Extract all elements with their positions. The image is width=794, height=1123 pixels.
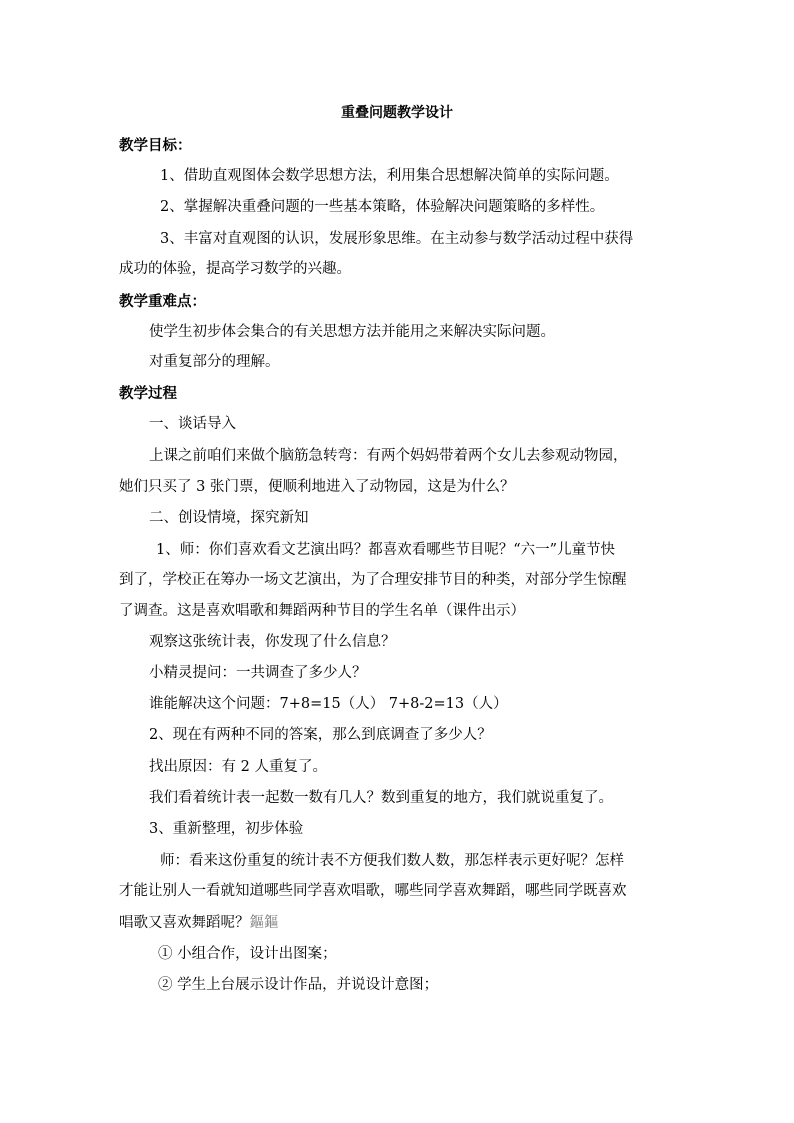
process-line-19: ② 学生上台展示设计作品，并说设计意图； — [158, 977, 439, 993]
objectives-heading: 教学目标： — [119, 137, 192, 154]
process-line-12: 找出原因：有 2 人重复了。 — [149, 759, 327, 775]
process-line-8: 观察这张统计表，你发现了什么信息？ — [149, 634, 396, 650]
process-line-18: ① 小组合作，设计出图案； — [158, 946, 337, 962]
key-point-item-2: 对重复部分的理解。 — [149, 354, 280, 370]
process-line-15: 师：看来这份重复的统计表不方便我们数人数，那怎样表示更好呢？怎样 — [160, 853, 624, 869]
process-line-17 — [119, 913, 279, 933]
process-line-13: 我们看着统计表一起数一数有几人？数到重复的地方，我们就说重复了。 — [149, 790, 613, 806]
process-line-6: 到了，学校正在筹办一场文艺演出，为了合理安排节目的种类，对部分学生惊醒 — [119, 572, 627, 588]
trailing-mark: 鏂鏂 — [249, 915, 279, 931]
process-line-10: 谁能解决这个问题：7+8=15（人） 7+8-2=13（人） — [149, 696, 508, 712]
objective-item-2: 2、掌握解决重叠问题的一些基本策略，体验解决问题策略的多样性。 — [160, 199, 605, 215]
process-line-5: 1、师：你们喜欢看文艺演出吗？都喜欢看哪些节目呢？“六一”儿童节快 — [156, 542, 616, 558]
process-line-9: 小精灵提问：一共调查了多少人？ — [149, 665, 367, 681]
objective-item-3: 3、丰富对直观图的认识，发展形象思维。在主动参与数学活动过程中获得 — [160, 231, 634, 247]
process-line-3: 她们只买了 3 张门票，便顺利地进入了动物园，这是为什么？ — [119, 479, 515, 495]
key-point-item-1: 使学生初步体会集合的有关思想方法并能用之来解决实际问题。 — [149, 324, 555, 340]
process-heading: 教学过程 — [119, 385, 177, 402]
process-line-1: 一、谈话导入 — [149, 416, 236, 432]
objective-item-1: 1、借助直观图体会数学思想方法，利用集合思想解决简单的实际问题。 — [160, 168, 619, 184]
process-line-16: 才能让别人一看就知道哪些同学喜欢唱歌，哪些同学喜欢舞蹈，哪些同学既喜欢 — [119, 883, 627, 899]
process-line-17-text: 唱歌又喜欢舞蹈呢？ — [119, 915, 250, 931]
process-line-2: 上课之前咱们来做个脑筋急转弯：有两个妈妈带着两个女儿去参观动物园， — [149, 448, 628, 464]
process-line-14: 3、重新整理，初步体验 — [149, 821, 304, 837]
process-line-4: 二、创设情境，探究新知 — [149, 510, 309, 526]
document-title: 重叠问题教学设计 — [341, 105, 453, 121]
process-line-11: 2、现在有两种不同的答案，那么到底调查了多少人？ — [149, 727, 492, 743]
process-line-7: 了调查。这是喜欢唱歌和舞蹈两种节目的学生名单（课件出示） — [119, 603, 525, 619]
objective-item-3-cont: 成功的体验，提高学习数学的兴趣。 — [119, 261, 351, 277]
key-points-heading: 教学重难点： — [119, 293, 206, 310]
